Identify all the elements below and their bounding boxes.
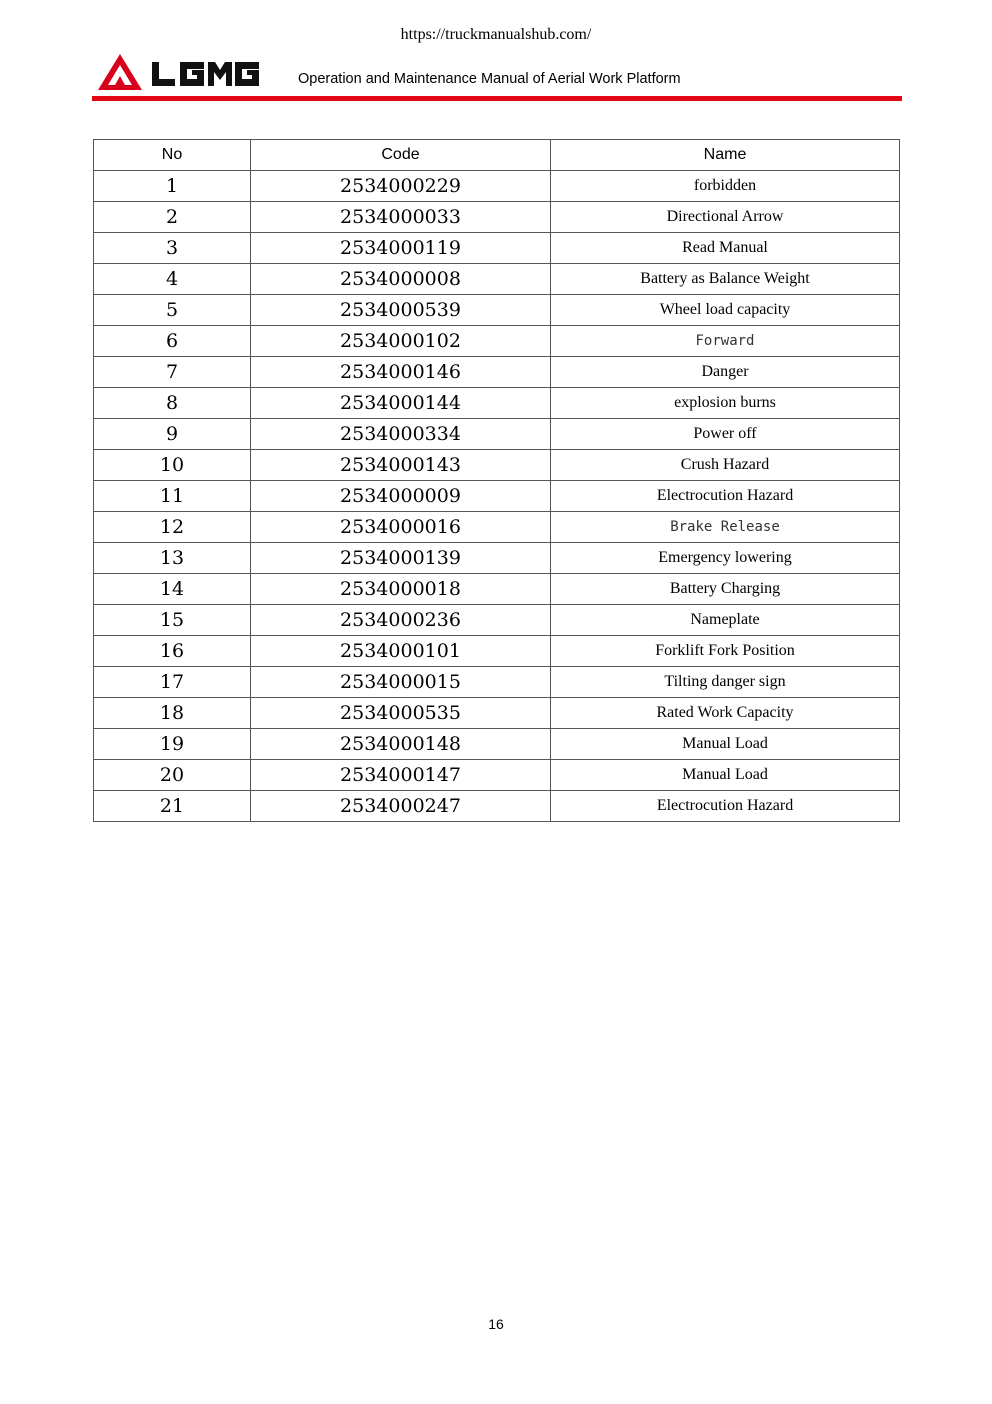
table-row xyxy=(94,419,900,450)
row-number: 12 xyxy=(94,512,251,543)
table-row xyxy=(94,450,900,481)
part-name: Manual Load xyxy=(551,760,900,791)
part-name: Rated Work Capacity xyxy=(551,698,900,729)
table-row xyxy=(94,760,900,791)
part-name: Nameplate xyxy=(551,605,900,636)
table-row xyxy=(94,791,900,822)
row-number: 19 xyxy=(94,729,251,760)
part-name: Brake Release xyxy=(551,512,900,543)
part-name: forbidden xyxy=(551,171,900,202)
row-number: 1 xyxy=(94,171,251,202)
part-name: Electrocution Hazard xyxy=(551,481,900,512)
row-number: 17 xyxy=(94,667,251,698)
part-code: 2534000334 xyxy=(251,419,551,450)
table-row xyxy=(94,171,900,202)
decal-parts-table xyxy=(93,139,900,822)
table-row xyxy=(94,295,900,326)
row-number: 14 xyxy=(94,574,251,605)
part-name: Battery Charging xyxy=(551,574,900,605)
part-code: 2534000146 xyxy=(251,357,551,388)
row-number: 18 xyxy=(94,698,251,729)
part-name: Manual Load xyxy=(551,729,900,760)
row-number: 20 xyxy=(94,760,251,791)
table-row xyxy=(94,202,900,233)
part-code: 2534000033 xyxy=(251,202,551,233)
part-code: 2534000119 xyxy=(251,233,551,264)
table-row xyxy=(94,698,900,729)
table-row xyxy=(94,574,900,605)
part-code: 2534000535 xyxy=(251,698,551,729)
table-row xyxy=(94,605,900,636)
part-code: 2534000148 xyxy=(251,729,551,760)
table-row xyxy=(94,388,900,419)
row-number: 3 xyxy=(94,233,251,264)
table-row xyxy=(94,264,900,295)
part-name: Read Manual xyxy=(551,233,900,264)
part-name: Forklift Fork Position xyxy=(551,636,900,667)
part-code: 2534000009 xyxy=(251,481,551,512)
row-number: 2 xyxy=(94,202,251,233)
part-code: 2534000018 xyxy=(251,574,551,605)
table-header-row xyxy=(94,140,900,171)
part-name: Directional Arrow xyxy=(551,202,900,233)
part-name: Emergency lowering xyxy=(551,543,900,574)
row-number: 13 xyxy=(94,543,251,574)
row-number: 9 xyxy=(94,419,251,450)
part-name: Power off xyxy=(551,419,900,450)
source-url: https://truckmanualshub.com/ xyxy=(400,26,592,43)
part-name: Tilting danger sign xyxy=(551,667,900,698)
part-code: 2534000015 xyxy=(251,667,551,698)
part-code: 2534000236 xyxy=(251,605,551,636)
part-name: Forward xyxy=(551,326,900,357)
row-number: 7 xyxy=(94,357,251,388)
column-header-name: Name xyxy=(551,140,900,171)
table-row xyxy=(94,636,900,667)
part-code: 2534000008 xyxy=(251,264,551,295)
row-number: 15 xyxy=(94,605,251,636)
table-row xyxy=(94,512,900,543)
row-number: 10 xyxy=(94,450,251,481)
table-row xyxy=(94,357,900,388)
part-code: 2534000229 xyxy=(251,171,551,202)
part-code: 2534000016 xyxy=(251,512,551,543)
page-number: 16 xyxy=(488,1316,504,1332)
part-code: 2534000139 xyxy=(251,543,551,574)
part-name: Crush Hazard xyxy=(551,450,900,481)
row-number: 16 xyxy=(94,636,251,667)
column-header-code: Code xyxy=(251,140,551,171)
table-row xyxy=(94,326,900,357)
row-number: 6 xyxy=(94,326,251,357)
part-code: 2534000144 xyxy=(251,388,551,419)
part-code: 2534000102 xyxy=(251,326,551,357)
part-code: 2534000143 xyxy=(251,450,551,481)
row-number: 21 xyxy=(94,791,251,822)
table-row xyxy=(94,233,900,264)
part-name: Danger xyxy=(551,357,900,388)
part-code: 2534000247 xyxy=(251,791,551,822)
part-code: 2534000101 xyxy=(251,636,551,667)
row-number: 4 xyxy=(94,264,251,295)
header-divider xyxy=(92,96,902,101)
manual-title: Operation and Maintenance Manual of Aerial Work Platform xyxy=(298,71,681,87)
table-row xyxy=(94,481,900,512)
lgmg-logo xyxy=(96,52,260,92)
part-name: explosion burns xyxy=(551,388,900,419)
column-header-no: No xyxy=(94,140,251,171)
part-name: Wheel load capacity xyxy=(551,295,900,326)
part-code: 2534000539 xyxy=(251,295,551,326)
row-number: 8 xyxy=(94,388,251,419)
part-name: Battery as Balance Weight xyxy=(551,264,900,295)
table-row xyxy=(94,729,900,760)
part-code: 2534000147 xyxy=(251,760,551,791)
row-number: 11 xyxy=(94,481,251,512)
part-name: Electrocution Hazard xyxy=(551,791,900,822)
row-number: 5 xyxy=(94,295,251,326)
table-row xyxy=(94,543,900,574)
table-row xyxy=(94,667,900,698)
